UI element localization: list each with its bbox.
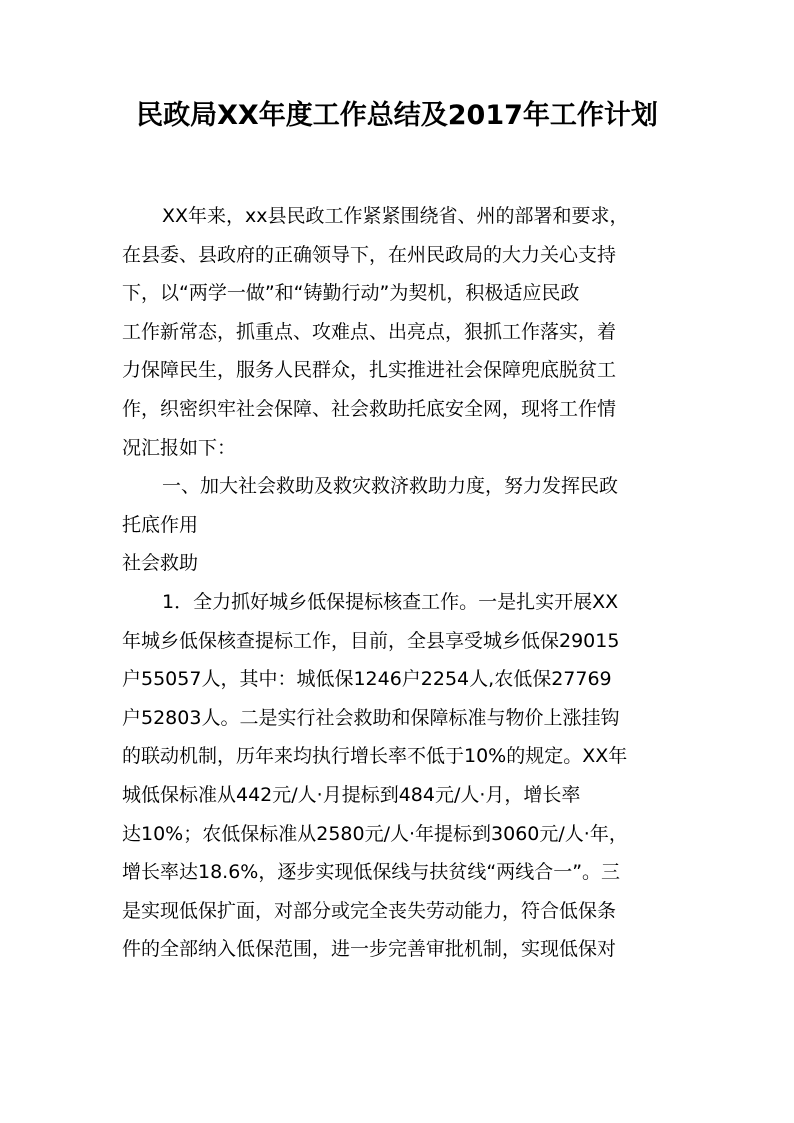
paragraph-line: 是实现低保扩面，对部分或完全丧失劳动能力，符合低保条	[122, 899, 617, 922]
paragraph-line: 增长率达18.6%，逐步实现低保线与扶贫线“两线合一”。三	[122, 861, 621, 884]
paragraph-line: 年城乡低保核查提标工作，目前，全县享受城乡低保29015	[122, 629, 620, 652]
paragraph-line: 件的全部纳入低保范围，进一步完善审批机制，实现低保对	[122, 938, 617, 961]
document-body	[122, 197, 682, 969]
paragraph-line: 力保障民生，服务人民群众，扎实推进社会保障兜底脱贫工	[122, 359, 617, 382]
paragraph-line: 1．全力抓好城乡低保提标核查工作。一是扎实开展XX	[162, 590, 619, 613]
paragraph-line: 工作新常态，抓重点、攻难点、出亮点，狠抓工作落实，着	[122, 320, 617, 343]
paragraph-line: 下，以“两学一做”和“铸勤行动”为契机，积极适应民政	[122, 282, 580, 305]
paragraph-line: 作，织密织牢社会保障、社会救助托底安全网，现将工作情	[122, 397, 617, 420]
paragraph-line: 况汇报如下：	[122, 436, 237, 459]
paragraph-line: XX年来，xx县民政工作紧紧围绕省、州的部署和要求，	[162, 205, 629, 227]
paragraph-line: 户55057人，其中：城低保1246户2254人,农低保27769	[122, 668, 612, 691]
paragraph-line: 城低保标准从442元/人·月提标到484元/人·月，增长率	[122, 783, 581, 806]
subsection-heading: 社会救助	[122, 552, 199, 575]
document-title: 民政局XX年度工作总结及2017年工作计划	[136, 100, 658, 131]
paragraph-line: 达10%；农低保标准从2580元/人·年提标到3060元/人·年，	[122, 822, 628, 845]
paragraph-line: 在县委、县政府的正确领导下，在州民政局的大力关心支持	[122, 243, 617, 266]
paragraph-line: 户52803人。二是实行社会救助和保障标准与物价上涨挂钩	[122, 706, 620, 729]
section-heading-line: 托底作用	[122, 513, 199, 536]
section-heading-line: 一、加大社会救助及救灾救济救助力度，努力发挥民政	[162, 475, 619, 498]
paragraph-line: 的联动机制，历年来均执行增长率不低于10%的规定。XX年	[122, 745, 628, 768]
